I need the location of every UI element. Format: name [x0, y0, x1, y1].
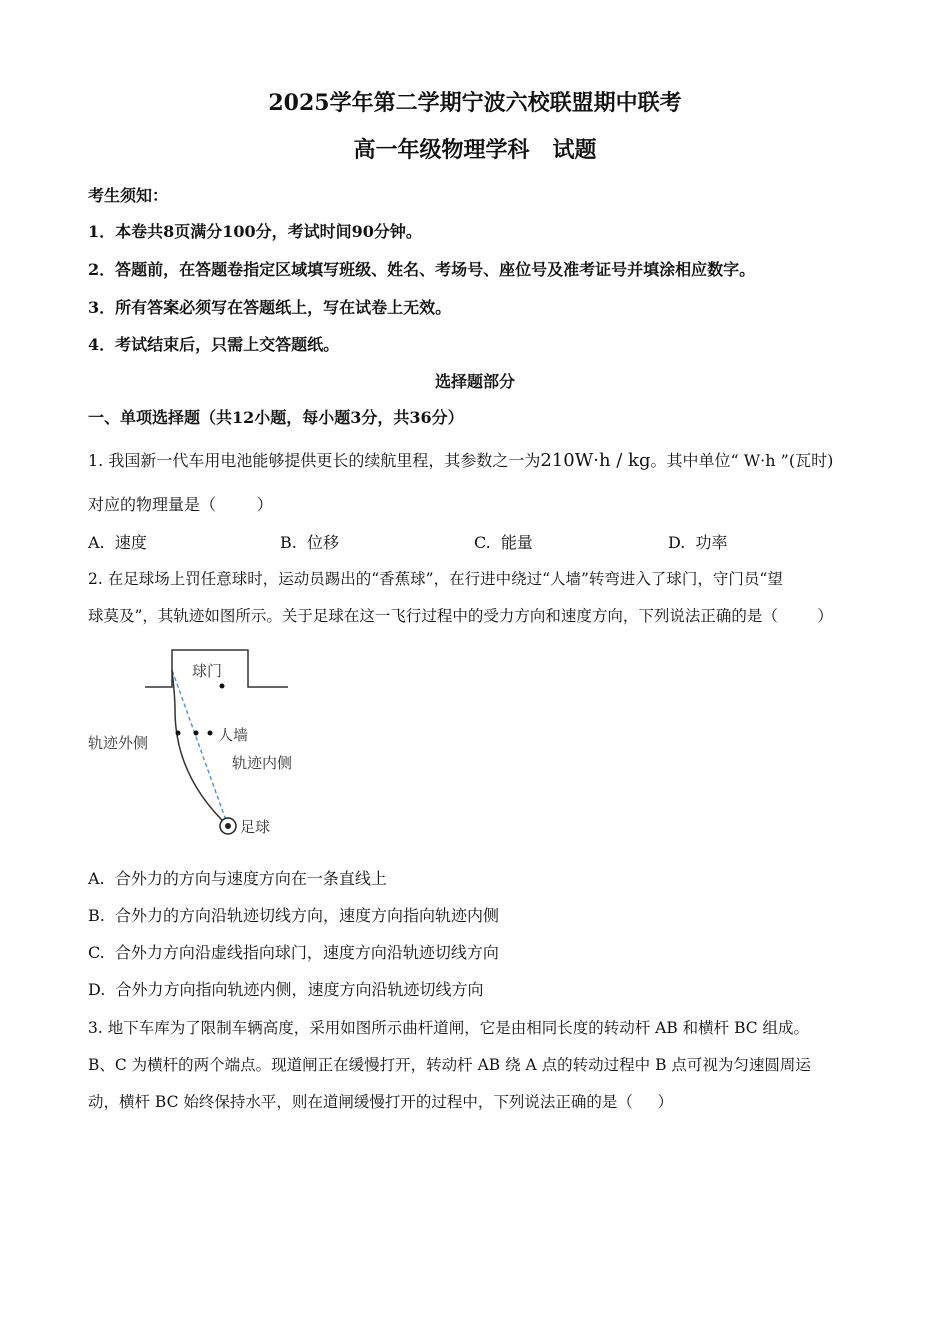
- banana-kick-diagram: [80, 640, 320, 840]
- label-ball: 足球: [240, 818, 271, 836]
- exam-title: 2025学年第二学期宁波六校联盟期中联考: [268, 90, 682, 116]
- wall-point: [194, 731, 199, 736]
- notice-item: 2．答题前，在答题卷指定区域填写班级、姓名、考场号、座位号及准考证号并填涂相应数字。: [88, 260, 756, 279]
- question-2-stem-line2: 球莫及”，其轨迹如图所示。关于足球在这一飞行过程中的受力方向和速度方向，下列说法正确的是（ ）: [88, 607, 833, 625]
- notice-heading: 考生须知：: [88, 186, 169, 205]
- question-1-option-d[interactable]: D. 功率: [668, 533, 728, 552]
- label-inner-side: 轨迹内侧: [232, 754, 293, 772]
- goal-point: [220, 684, 225, 689]
- label-wall: 人墙: [218, 726, 249, 744]
- question-2-option-c[interactable]: C. 合外力方向沿虚线指向球门，速度方向沿轨迹切线方向: [88, 943, 499, 962]
- football-pattern: [225, 823, 231, 829]
- label-outer-side: 轨迹外侧: [88, 734, 149, 752]
- notice-item: 3．所有答案必须写在答题纸上，写在试卷上无效。: [88, 298, 452, 317]
- section-heading: 一、单项选择题（共12小题，每小题3分，共36分）: [88, 408, 464, 427]
- question-1-stem: [88, 448, 833, 471]
- label-goal: 球门: [192, 662, 223, 680]
- question-2-stem-line1: 2. 在足球场上罚任意球时，运动员踢出的“香蕉球”，在行进中绕过“人墙”转弯进入了球门，守门员“望: [88, 570, 783, 588]
- question-1-stem-line2: 对应的物理量是（ ）: [88, 495, 273, 514]
- notice-item: 4．考试结束后，只需上交答题纸。: [88, 335, 340, 354]
- question-2-option-a[interactable]: A. 合外力的方向与速度方向在一条直线上: [88, 869, 387, 888]
- question-1-option-c[interactable]: C. 能量: [474, 533, 533, 552]
- question-2-option-b[interactable]: B. 合外力的方向沿轨迹切线方向，速度方向指向轨迹内侧: [88, 906, 500, 925]
- question-2-figure: [80, 640, 320, 840]
- question-1-option-a[interactable]: A. 速度: [88, 533, 147, 552]
- question-2-option-d[interactable]: D. 合外力方向指向轨迹内侧，速度方向沿轨迹切线方向: [88, 980, 484, 999]
- question-1-text: 1. 我国新一代车用电池能够提供更长的续航里程，其参数之一为: [88, 451, 541, 470]
- unit-expression: 210W·h / kg: [540, 450, 651, 471]
- question-3-stem-line1: 3. 地下车库为了限制车辆高度，采用如图所示曲杆道闸，它是由相同长度的转动杆 AB 和横杆 BC 组成。: [88, 1019, 810, 1037]
- notice-item: 1．本卷共8页满分100分，考试时间90分钟。: [88, 222, 422, 241]
- question-1-text-cont: 。其中单位“ W·h ”(瓦时): [650, 451, 834, 470]
- part-title: 选择题部分: [434, 372, 515, 391]
- wall-point: [176, 731, 181, 736]
- exam-subtitle: 高一年级物理学科 试题: [353, 137, 597, 163]
- question-1-option-b[interactable]: B. 位移: [280, 533, 340, 552]
- question-3-stem-line2: B、C 为横杆的两个端点。现道闸正在缓慢打开，转动杆 AB 绕 A 点的转动过程中 B 点可视为匀速圆周运: [88, 1056, 811, 1074]
- question-3-stem-line3: 动，横杆 BC 始终保持水平，则在道闸缓慢打开的过程中，下列说法正确的是（ ）: [88, 1093, 674, 1111]
- wall-point: [208, 731, 213, 736]
